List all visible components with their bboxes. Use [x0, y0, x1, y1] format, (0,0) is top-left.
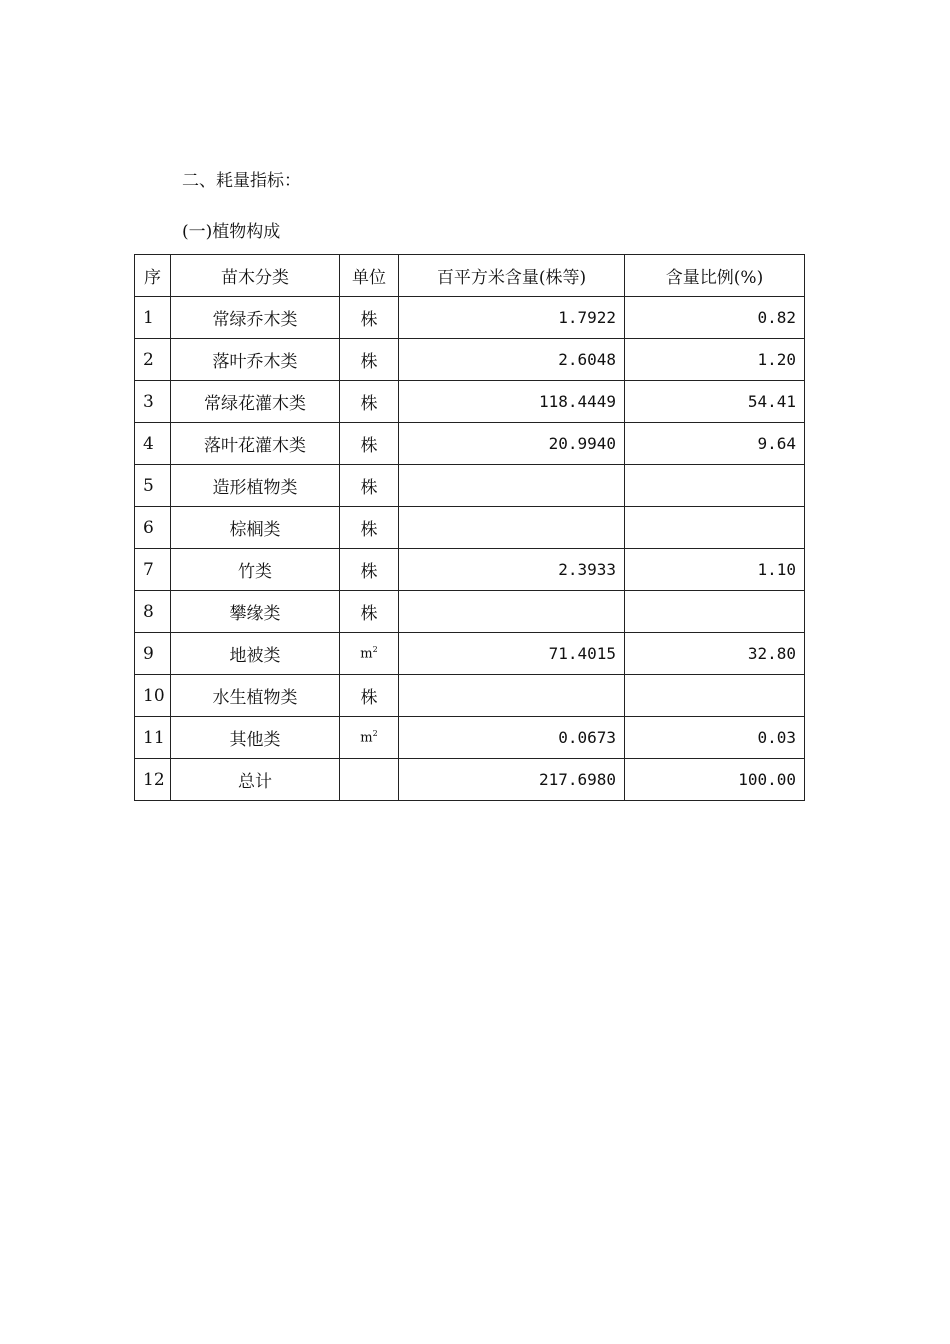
cell-unit: 株 — [340, 549, 399, 591]
cell-per-hundred: 20.9940 — [399, 423, 625, 465]
cell-name: 落叶乔木类 — [171, 339, 340, 381]
header-unit: 单位 — [340, 255, 399, 297]
cell-per-hundred — [399, 465, 625, 507]
cell-unit — [340, 717, 399, 759]
cell-ratio: 0.03 — [625, 717, 805, 759]
cell-per-hundred: 2.3933 — [399, 549, 625, 591]
cell-seq: 12 — [135, 759, 171, 801]
cell-unit: 株 — [340, 423, 399, 465]
cell-unit — [340, 633, 399, 675]
cell-per-hundred — [399, 591, 625, 633]
unit-base: m — [360, 730, 373, 746]
cell-unit: 株 — [340, 591, 399, 633]
cell-per-hundred: 1.7922 — [399, 297, 625, 339]
cell-seq: 10 — [135, 675, 171, 717]
cell-seq: 1 — [135, 297, 171, 339]
header-name: 苗木分类 — [171, 255, 340, 297]
table-row — [135, 381, 805, 423]
table-row — [135, 675, 805, 717]
cell-unit: 株 — [340, 675, 399, 717]
table-row — [135, 591, 805, 633]
cell-seq: 5 — [135, 465, 171, 507]
cell-seq: 6 — [135, 507, 171, 549]
table-body — [135, 297, 805, 801]
section-heading: 二、耗量指标： — [182, 171, 301, 191]
header-seq: 序 — [135, 255, 171, 297]
cell-name: 竹类 — [171, 549, 340, 591]
table-row — [135, 717, 805, 759]
cell-unit: 株 — [340, 381, 399, 423]
table-row — [135, 423, 805, 465]
unit-base: m — [360, 646, 373, 662]
cell-seq: 9 — [135, 633, 171, 675]
table-row — [135, 759, 805, 801]
cell-name: 其他类 — [171, 717, 340, 759]
cell-ratio: 1.20 — [625, 339, 805, 381]
unit-superscript: 2 — [372, 645, 378, 655]
cell-unit — [340, 759, 399, 801]
cell-ratio — [625, 591, 805, 633]
plant-composition-table — [134, 254, 805, 801]
cell-ratio: 0.82 — [625, 297, 805, 339]
cell-per-hundred — [399, 507, 625, 549]
cell-seq: 2 — [135, 339, 171, 381]
cell-ratio: 1.10 — [625, 549, 805, 591]
table-row — [135, 549, 805, 591]
cell-seq: 8 — [135, 591, 171, 633]
cell-ratio: 32.80 — [625, 633, 805, 675]
cell-ratio — [625, 507, 805, 549]
cell-ratio — [625, 465, 805, 507]
table-row — [135, 339, 805, 381]
cell-name: 地被类 — [171, 633, 340, 675]
unit-superscript: 2 — [372, 729, 378, 739]
cell-seq: 4 — [135, 423, 171, 465]
cell-unit: 株 — [340, 507, 399, 549]
cell-name: 常绿花灌木类 — [171, 381, 340, 423]
cell-unit: 株 — [340, 297, 399, 339]
cell-unit: 株 — [340, 339, 399, 381]
cell-per-hundred — [399, 675, 625, 717]
cell-seq: 3 — [135, 381, 171, 423]
cell-name: 棕榈类 — [171, 507, 340, 549]
table-row — [135, 465, 805, 507]
cell-name: 常绿乔木类 — [171, 297, 340, 339]
table-row — [135, 633, 805, 675]
cell-name: 攀缘类 — [171, 591, 340, 633]
cell-ratio: 9.64 — [625, 423, 805, 465]
cell-per-hundred: 118.4449 — [399, 381, 625, 423]
cell-per-hundred: 0.0673 — [399, 717, 625, 759]
table-header-row — [135, 255, 805, 297]
cell-name: 造形植物类 — [171, 465, 340, 507]
cell-name: 落叶花灌木类 — [171, 423, 340, 465]
cell-seq: 7 — [135, 549, 171, 591]
cell-ratio: 100.00 — [625, 759, 805, 801]
table-row — [135, 297, 805, 339]
table-row — [135, 507, 805, 549]
cell-per-hundred: 2.6048 — [399, 339, 625, 381]
header-per-hundred: 百平方米含量(株等) — [399, 255, 625, 297]
cell-seq: 11 — [135, 717, 171, 759]
cell-per-hundred: 217.6980 — [399, 759, 625, 801]
cell-per-hundred: 71.4015 — [399, 633, 625, 675]
cell-ratio: 54.41 — [625, 381, 805, 423]
subsection-heading: (一)植物构成 — [182, 222, 281, 242]
cell-name: 水生植物类 — [171, 675, 340, 717]
header-ratio: 含量比例(%) — [625, 255, 805, 297]
cell-ratio — [625, 675, 805, 717]
cell-name: 总计 — [171, 759, 340, 801]
cell-unit: 株 — [340, 465, 399, 507]
